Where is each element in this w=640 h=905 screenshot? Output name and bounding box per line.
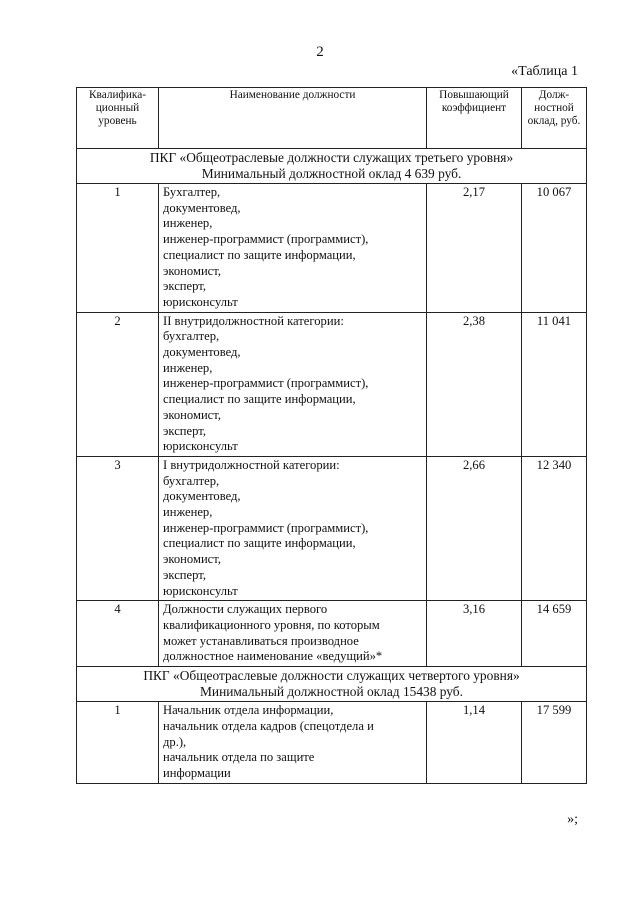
position-line: документовед, — [163, 489, 241, 504]
table-row — [77, 702, 587, 784]
salary-cell: 12 340 — [522, 456, 587, 600]
salary-cell: 17 599 — [522, 702, 587, 784]
position-line: инженер, — [163, 216, 213, 231]
group-minimum-salary: Минимальный должностной оклад 4 639 руб. — [201, 166, 462, 181]
position-line: начальник отдела кадров (спецотдела и — [163, 718, 374, 733]
position-line: начальник отдела по защите — [163, 750, 315, 765]
positions-cell — [159, 456, 427, 600]
position-line: эксперт, — [163, 423, 206, 438]
coefficient-cell: 2,38 — [427, 312, 522, 456]
salary-cell: 11 041 — [522, 312, 587, 456]
table-row — [77, 456, 587, 600]
positions-cell — [159, 601, 427, 667]
coefficient-cell: 2,66 — [427, 456, 522, 600]
position-line: II внутридолжностной категории: — [163, 313, 344, 328]
level-cell: 1 — [77, 184, 159, 313]
position-line: др.), — [163, 734, 187, 749]
position-line: бухгалтер, — [163, 329, 220, 344]
level-cell: 1 — [77, 702, 159, 784]
positions-cell — [159, 312, 427, 456]
position-line: экономист, — [163, 552, 221, 567]
closing-quote: »; — [567, 812, 578, 827]
coefficient-cell: 2,17 — [427, 184, 522, 313]
position-line: экономист, — [163, 407, 221, 422]
position-line: специалист по защите информации, — [163, 392, 356, 407]
header-position: Наименование должности — [159, 88, 427, 149]
positions-cell — [159, 702, 427, 784]
position-line: инженер-программист (программист), — [163, 520, 369, 535]
position-line: инженер-программист (программист), — [163, 376, 369, 391]
header-coefficient: Повышающий коэффициент — [427, 88, 522, 149]
header-level: Квалифика- ционный уровень — [77, 88, 159, 149]
position-line: должностное наименование «ведущий»* — [163, 649, 383, 664]
page-number: 2 — [316, 44, 324, 60]
positions-cell — [159, 184, 427, 313]
position-line: юрисконсульт — [163, 439, 238, 454]
coefficient-cell: 3,16 — [427, 601, 522, 667]
position-line: инженер-программист (программист), — [163, 232, 369, 247]
position-line: эксперт, — [163, 279, 206, 294]
level-cell: 3 — [77, 456, 159, 600]
header-salary: Долж- ностной оклад, руб. — [522, 88, 587, 149]
position-line: инженер, — [163, 360, 213, 375]
position-line: I внутридолжностной категории: — [163, 457, 340, 472]
table-row — [77, 601, 587, 667]
position-line: экономист, — [163, 263, 221, 278]
position-line: Бухгалтер, — [163, 185, 221, 199]
position-line: Должности служащих первого — [163, 602, 328, 617]
group-title: ПКГ «Общеотраслевые должности служащих третьего уровня» — [149, 150, 514, 165]
salary-cell: 10 067 — [522, 184, 587, 313]
position-line: бухгалтер, — [163, 473, 220, 488]
table-row — [77, 312, 587, 456]
table-header-row — [77, 88, 587, 149]
group-header-row — [77, 667, 587, 702]
level-cell: 4 — [77, 601, 159, 667]
position-line: документовед, — [163, 345, 241, 360]
level-cell: 2 — [77, 312, 159, 456]
position-line: юрисконсульт — [163, 583, 238, 598]
table-row — [77, 184, 587, 313]
group-header — [77, 667, 587, 702]
coefficient-cell: 1,14 — [427, 702, 522, 784]
group-title: ПКГ «Общеотраслевые должности служащих четвертого уровня» — [143, 668, 520, 684]
position-line: инженер, — [163, 505, 213, 520]
position-line: информации — [163, 765, 231, 780]
position-line: Начальник отдела информации, — [163, 703, 334, 718]
table-caption: «Таблица 1 — [511, 64, 578, 79]
position-line: специалист по защите информации, — [163, 536, 356, 551]
position-line: юрисконсульт — [163, 294, 238, 309]
salary-cell: 14 659 — [522, 601, 587, 667]
position-line: квалификационного уровня, по которым — [163, 617, 380, 632]
group-header — [77, 149, 587, 184]
position-line: эксперт, — [163, 567, 206, 582]
position-line: может устанавливаться производное — [163, 633, 359, 648]
salary-table — [76, 87, 587, 784]
position-line: документовед, — [163, 200, 241, 215]
group-minimum-salary: Минимальный должностной оклад 15438 руб. — [200, 684, 463, 700]
position-line: специалист по защите информации, — [163, 247, 356, 262]
group-header-row — [77, 149, 587, 184]
